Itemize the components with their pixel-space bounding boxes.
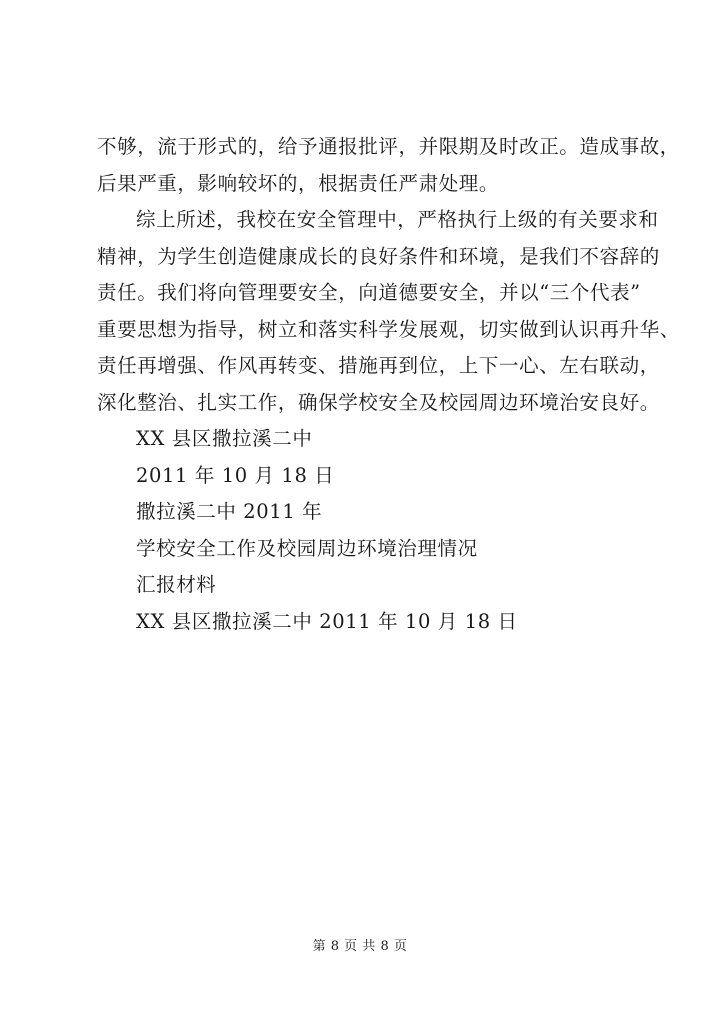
body-text [97, 129, 680, 640]
paragraph-line: 重要思想为指导，树立和落实科学发展观，切实做到认识再升华、 [97, 317, 680, 341]
signature-school: XX 县区撒拉溪二中 [136, 427, 313, 450]
title-line: 学校安全工作及校园周边环境治理情况 [136, 536, 478, 560]
signature-date: 2011 年 10 月 18 日 [136, 463, 335, 487]
paragraph-line: 不够，流于形式的，给予通报批评，并限期及时改正。造成事故， [97, 135, 680, 158]
paragraph-line: 综上所述，我校在安全管理中，严格执行上级的有关要求和 [136, 208, 659, 231]
title-line: 汇报材料 [136, 573, 217, 596]
page-number-footer: 第 8 页 共 8 页 [312, 939, 408, 954]
paragraph-line: 后果严重，影响较坏的，根据责任严肃处理。 [97, 171, 500, 195]
author-date-line: XX 县区撒拉溪二中 2011 年 10 月 18 日 [136, 609, 518, 633]
title-line: 撒拉溪二中 2011 年 [136, 500, 323, 523]
paragraph-line: 深化整治、扎实工作，确保学校安全及校园周边环境治安良好。 [97, 390, 660, 414]
paragraph-line: 责任再增强、作风再转变、措施再到位，上下一心、左右联动， [97, 354, 660, 377]
paragraph-line: 精神，为学生创造健康成长的良好条件和环境，是我们不容辞的 [97, 244, 660, 268]
paragraph-line: 责任。我们将向管理要安全，向道德要安全，并以“三个代表” [97, 281, 641, 304]
